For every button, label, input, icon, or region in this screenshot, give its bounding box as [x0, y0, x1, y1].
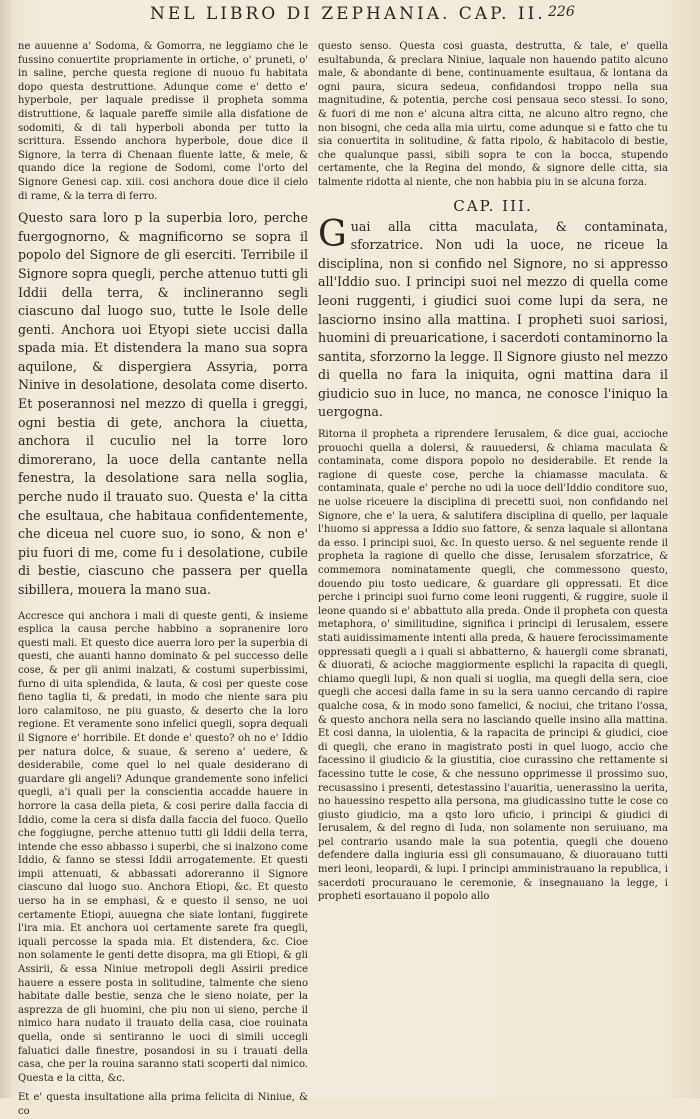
- commentary-paragraph: ne auuenne a' Sodoma, & Gomorra, ne leggiamo che le fussino conuertite propriamente in ortiche, o' pruneti, o' in saline, perche questa regione di nuouo fu habitata dopo questa destruttione. Adunque come e' detto e' hyperbole, per laquale predisse il propheta somma distruttione, & laquale pareffe simile alla disfatione de sodomiti, & di tali hyperboli abonda per tutto la scrittura. Essendo anchora hyperbole, doue dice il Signore, la terra di Chenaan fluente latte, & mele, & quando dice la regione de Sodomi, come l'orto del Signore Genesi cap. xiii. cosi anchora doue dice il cielo di rame, & la terra di ferro.: [18, 41, 308, 202]
- commentary-paragraph: questo senso. Questa cosi guasta, destrutta, & tale, e' quella esultabunda, & preclara Niniue, laquale non hauendo patito alcuno male, & abondante di bene, continuamente esultaua, & lontana da ogni paura, sicura sedeua, confidandosi troppo nella sua magnitudine, & potentia, perche cosi pensaua seco stessi. Io sono, & fuori di me non e' alcuna altra citta, ne alcuno altro regno, che non bisogni, che ceda alla mia uirtu, come adunque si e fatto che tu sia conuertita in solitudine, & fatta ripolo, & habitacolo di bestie, che qualunque passi, sibili sopra te con la bocca, stupendo certamente, che la Regina del mondo, & signore delle citta, sia talmente ridotta al niente, che non habbia piu in se alcuna forza.: [318, 41, 668, 188]
- running-head: NEL LIBRO DI ZEPHANIA. CAP. II.: [150, 4, 546, 24]
- commentary-paragraph: Accresce qui anchora i mali di queste genti, & insieme esplica la causa perche habbino a sopranenire loro questi mali. Et questo dice auerra loro per la superbia di questi, che auanti hanno dominato & pel successo delle cose, & per gli animi inalzati, & costumi superbissimi, furno di uita splendida, & lauta, & cosi per queste cose fieno taglia ti, & predati, in modo che niente sara piu loro calamitoso, ne piu guasto, & deserto che la loro regione. Et veramente sono infelici quegli, sopra dequali il Signore e' horribile. Et donde e' questo? oh no e' Iddio per natura dolce, & suaue, & sereno a' uedere, & desiderabile, come quel lo nel quale desiderano di guardare gli angeli? Adunque grandemente sono infelici quegli, a'i quali per la conscientia accadde hauere in horrore la casa della pieta, & cosi perire dalla faccia di Iddio, come la cera si disfa dalla faccia del fuoco. Quello che foggiugne, perche attenuo tutti gli Iddii della terra, intende che esso abbasso i superbi, che si inalzono come Iddio, & fanno se stessi Iddii arrogatemente. Et questi impii attenuati, & abbassati adoreranno il Signore ciascuno dal luogo suo. Anchora Etiopi, &c. Et questo uerso ha in se emphasi, & e questo il senso, ne uoi certamente Etiopi, auuegna che siate lontani, fuggirete l'ira mia. Et anchora uoi certamente sarete fra quegli, iquali percosse la spada mia. Et distendera, &c. Cioe non solamente le genti dette disopra, ma gli Etiopi, & gli Assirii, & essa Niniue metropoli degli Assirii predice hauere a essere posta in solitudine, talmente che sieno habitate dalle bestie, senza che le sieno noiate, per la asprezza de gli huomini, che piu non ui sieno, perche il nimico hara nudato il trauato della casa, cioe rouinata quella, onde si sentiranno le uoci di simili uccegli faluatici dalle finestre, posandosi in su i trauati della casa, che per la rouina saranno stati scoperti dal nimico. Questa e la citta, &c.: [18, 610, 308, 1084]
- right-column: [318, 40, 668, 1040]
- scripture-paragraph: Questo sara loro p la superbia loro, perche fuergognorno, & magnificorno se sopra il popolo del Signore de gli eserciti. Terribile il Signore sopra quegli, perche attenuo tutti gli Iddii della terra, & inclineranno segli ciascuno dal luogo suo, tutte le Isole delle genti. Anchora uoi Etyopi siete uccisi dalla spada mia. Et distendera la mano sua sopra aquilone, & dispergiera Assyria, porra Ninive in desolatione, desolata come diserto. Et poserannosi nel mezzo di quella i greggi, ogni bestia di gete, anchora la ciuetta, anchora il cuculio nel la torre loro dimorerano, la uoce della cantante nella fenestra, la desolatione sara nella soglia, perche nudo il trauato suo. Questa e' la citta che esultaua, che habitaua confidentemente, che diceua nel cuore suo, io sono, & non e' piu fuori di me, come fu i desolatione, cubile di bestie, ciascuno che passera per quella sibillera, mouera la mano sua.: [18, 210, 308, 597]
- scripture-paragraph: [318, 213, 668, 423]
- chapter-heading: CAP. III.: [453, 196, 533, 215]
- commentary-paragraph: Ritorna il propheta a riprendere Ierusalem, & dice guai, accioche prouochi quella a dolersi, & rauuedersi, & chiama maculata & contaminata, come dispora popolo no desiderabile. Et rende la ragione di queste cose, perche la chiamasse maculata. & contaminata, quale e' perche no udi la uoce dell'Iddio conditore suo, ne uolse riceuere la disciplina di precetti suoi, non confidando nel Signore, che e' la uera, & salutifera disciplina di quello, per laquale l'huomo si appressa a Iddio suo fattore, & senza laquale si allontana da esso. I principi suoi, &c. In questo uerso. & nel seguente rende il propheta la ragione di quello che disse, Ierusalem sforzatrice, & commemora nominatamente quegli, che commessono questo, douendo piu tosto uedicare, & guardare gli oppressati. Et dice perche i principi suoi furno come leoni ruggenti, & ruggire, suole il leone quando si e' abbattuto alla preda. Onde il propheta con questa metaphora, o' similitudine, significa i principi di Ierusalem, essere stati auidissimamente intenti alla preda, & hauere ferocissimamente oppressati quegli a i quali si abbatterno, & hauergli come sbranati, & diuorati, & acioche maggiormente esplichi la rapacita di quegli, chiamo quegli lupi, & non quali si uoglia, ma quegli della sera, cioe quegli che accesi dalla fame in su la sera uanno cercando di rapire qualche cosa, & in modo sono famelici, & nociui, che tritano l'ossa, & questo anchora nella sera no lasciando quelle insino alla mattina. Et cosi danna, la uiolentia, & la rapacita de principi & giudici, cioe di quegli, che erano in magistrato posti in quel luogo, accio che facessino il giudicio & la giustitia, cioe curassino che rettamente si facessino tutte le cose, & che nessuno opprimesse il prossimo suo, recusassino i presenti, detestassino l'auaritia, uenerassino la uerita, no hauessino respetto alla persona, ma giudicassino tutte le cose co giusto giudicio, ma a qsto loro uficio, i principi & giudici di Ierusalem, & del regno di Iuda, non solamente non seruiuano, ma pel contrario usando male la sua potentia, quegli che doueno defendere dalla ingiuria essi gli consumauano, & diuorauano tutti meri leoni, leopardi, & lupi. I principi amministrauano la republica, i sacerdoti procurauano le ceremonie, & insegnauano la legge, i propheti esortauano il popolo allo: [318, 429, 668, 903]
- commentary-paragraph: Et e' questa insultatione alla prima felicita di Niniue, & co: [18, 1092, 308, 1117]
- page-number: 226: [548, 4, 575, 20]
- scripture-text: uai alla citta maculata, & contaminata, sforzatrice. Non udi la uoce, ne riceue la disciplina, non si confido nel Signore, no si appresso all'Iddio suo. I principi suoi nel mezzo di quella come leoni ruggenti, i giudici suoi come lupi da sera, ne lasciorno insino alla mattina. I propheti suoi sariosi, huomini di preuaricatione, i sacerdoti contaminorno la santita, sforzorno la legge. Il Signore giusto nel mezzo di quella no fara la iniquita, ogni mattina dara il giudicio suo in luce, no manca, ne conosce l'iniquo la uergogna.: [318, 218, 668, 420]
- left-column: [18, 40, 308, 1117]
- binding-gutter: [0, 0, 14, 1098]
- drop-cap: G: [318, 213, 347, 255]
